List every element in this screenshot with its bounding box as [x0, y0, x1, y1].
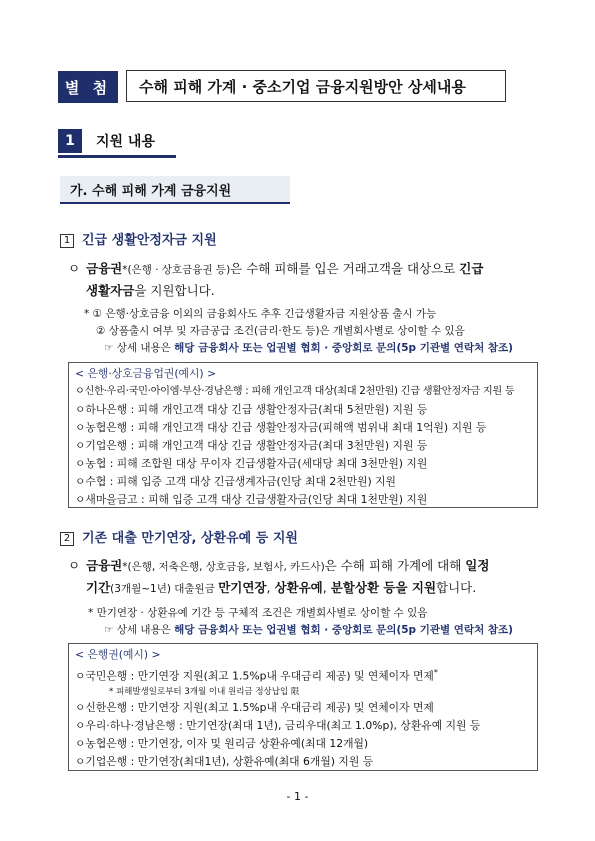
- box-line: ㅇ신한은행 : 만기연장 지원(최고 1.5%p내 우대금리 제공) 및 연체이자 면제: [75, 700, 434, 714]
- item1-paragraph: ㅇ 금융권*(은행 · 상호금융권 등)은 수해 피해를 입은 거래고객을 대상으로 긴급: [68, 258, 538, 280]
- item1-paragraph-line2: 생활자금을 지원합니다.: [86, 283, 215, 298]
- box-line: ㅇ하나은행 : 피해 개인고객 대상 긴급 생활안정자금(최대 5천만원) 지원 등: [75, 403, 428, 416]
- box-line: ㅇ농협은행 : 만기연장, 이자 및 원리금 상환유예(최대 12개월): [75, 736, 369, 750]
- item2-paragraph-line2: 기간(3개월~1년) 대출원금 만기연장, 상환유예, 분할상환 등을 지원합니다.: [86, 580, 477, 595]
- section-underline: [58, 155, 176, 158]
- item2-number: 2: [60, 532, 74, 546]
- box-line: ㅇ신한·우리·국민·아이엠·부산·경남은행 : 피해 개인고객 대상(최대 2천만원) 긴급 생활안정자금 지원 등: [75, 386, 515, 397]
- box-line: ㅇ농협은행 : 피해 개인고객 대상 긴급 생활안정자금(피해액 범위내 최대 1억원) 지원 등: [75, 421, 487, 434]
- box-subnote: * 피해발생일로부터 3개월 이내 원리금 정상납입 限: [109, 686, 300, 697]
- item2-example-box: [68, 643, 538, 771]
- page-number: - 1 -: [286, 790, 309, 803]
- box-line: ㅇ수협 : 피해 입증 고객 대상 긴급생계자금(인당 최대 2천만원) 지원: [75, 475, 396, 488]
- box-line: ㅇ국민은행 : 만기연장 지원(최고 1.5%p내 우대금리 제공) 및 연체이자 면제*: [75, 668, 438, 683]
- item2-paragraph: ㅇ 금융권*(은행, 저축은행, 상호금융, 보험사, 카드사)은 수해 피해 가계에 대해 일정: [68, 555, 538, 577]
- item2-note1: * 만기연장 · 상환유예 기간 등 구체적 조건은 개별회사별로 상이할 수 있음: [88, 607, 428, 619]
- document-title: 수해 피해 가계 · 중소기업 금융지원방안 상세내용: [126, 70, 506, 102]
- section-number: 1: [58, 129, 82, 153]
- attachment-badge: 별 첨: [58, 71, 118, 103]
- item1-box-caption: < 은행·상호금융업권(예시) >: [75, 367, 217, 380]
- item1-note1: * ① 은행·상호금융 이외의 금융회사도 추후 긴급생활자금 지원상품 출시 가능: [84, 308, 437, 320]
- box-line: ㅇ새마을금고 : 피해 입증 고객 대상 긴급생활자금(인당 최대 1천만원) 지원: [75, 493, 428, 506]
- section-title: 지원 내용: [96, 134, 155, 150]
- item2-bullet: ㅇ: [68, 558, 81, 573]
- item2-title: 기존 대출 만기연장, 상환유예 등 지원: [82, 531, 298, 546]
- item1-example-box: [68, 362, 538, 508]
- box-line: ㅇ우리·하나·경남은행 : 만기연장(최대 1년), 금리우대(최고 1.0%p), 상환유예 지원 등: [75, 718, 481, 732]
- item1-note3: ☞ 상세 내용은 해당 금융회사 또는 업권별 협회 · 중앙회로 문의(5p 기관별 연락처 참조): [104, 342, 513, 354]
- box-line: ㅇ농협 : 피해 조합원 대상 무이자 긴급생활자금(세대당 최대 3천만원) 지원: [75, 457, 428, 470]
- item2-heading: [60, 527, 298, 546]
- item2-note2: ☞ 상세 내용은 해당 금융회사 또는 업권별 협회 · 중앙회로 문의(5p 기관별 연락처 참조): [104, 624, 513, 636]
- item1-bullet: ㅇ: [68, 261, 81, 276]
- item1-title: 긴급 생활안정자금 지원: [82, 233, 217, 248]
- item2-box-caption: < 은행권(예시) >: [75, 648, 161, 661]
- box-line: ㅇ기업은행 : 피해 개인고객 대상 긴급 생활안정자금(최대 3천만원) 지원 등: [75, 439, 428, 452]
- item1-heading: [60, 229, 217, 248]
- item1-note2: ② 상품출시 여부 및 자금공급 조건(금리·한도 등)은 개별회사별로 상이할 수 있음: [96, 325, 465, 337]
- box-line: ㅇ기업은행 : 만기연장(최대1년), 상환유예(최대 6개월) 지원 등: [75, 754, 374, 768]
- item1-number: 1: [60, 234, 74, 248]
- subsection-title: 가. 수해 피해 가계 금융지원: [60, 176, 290, 204]
